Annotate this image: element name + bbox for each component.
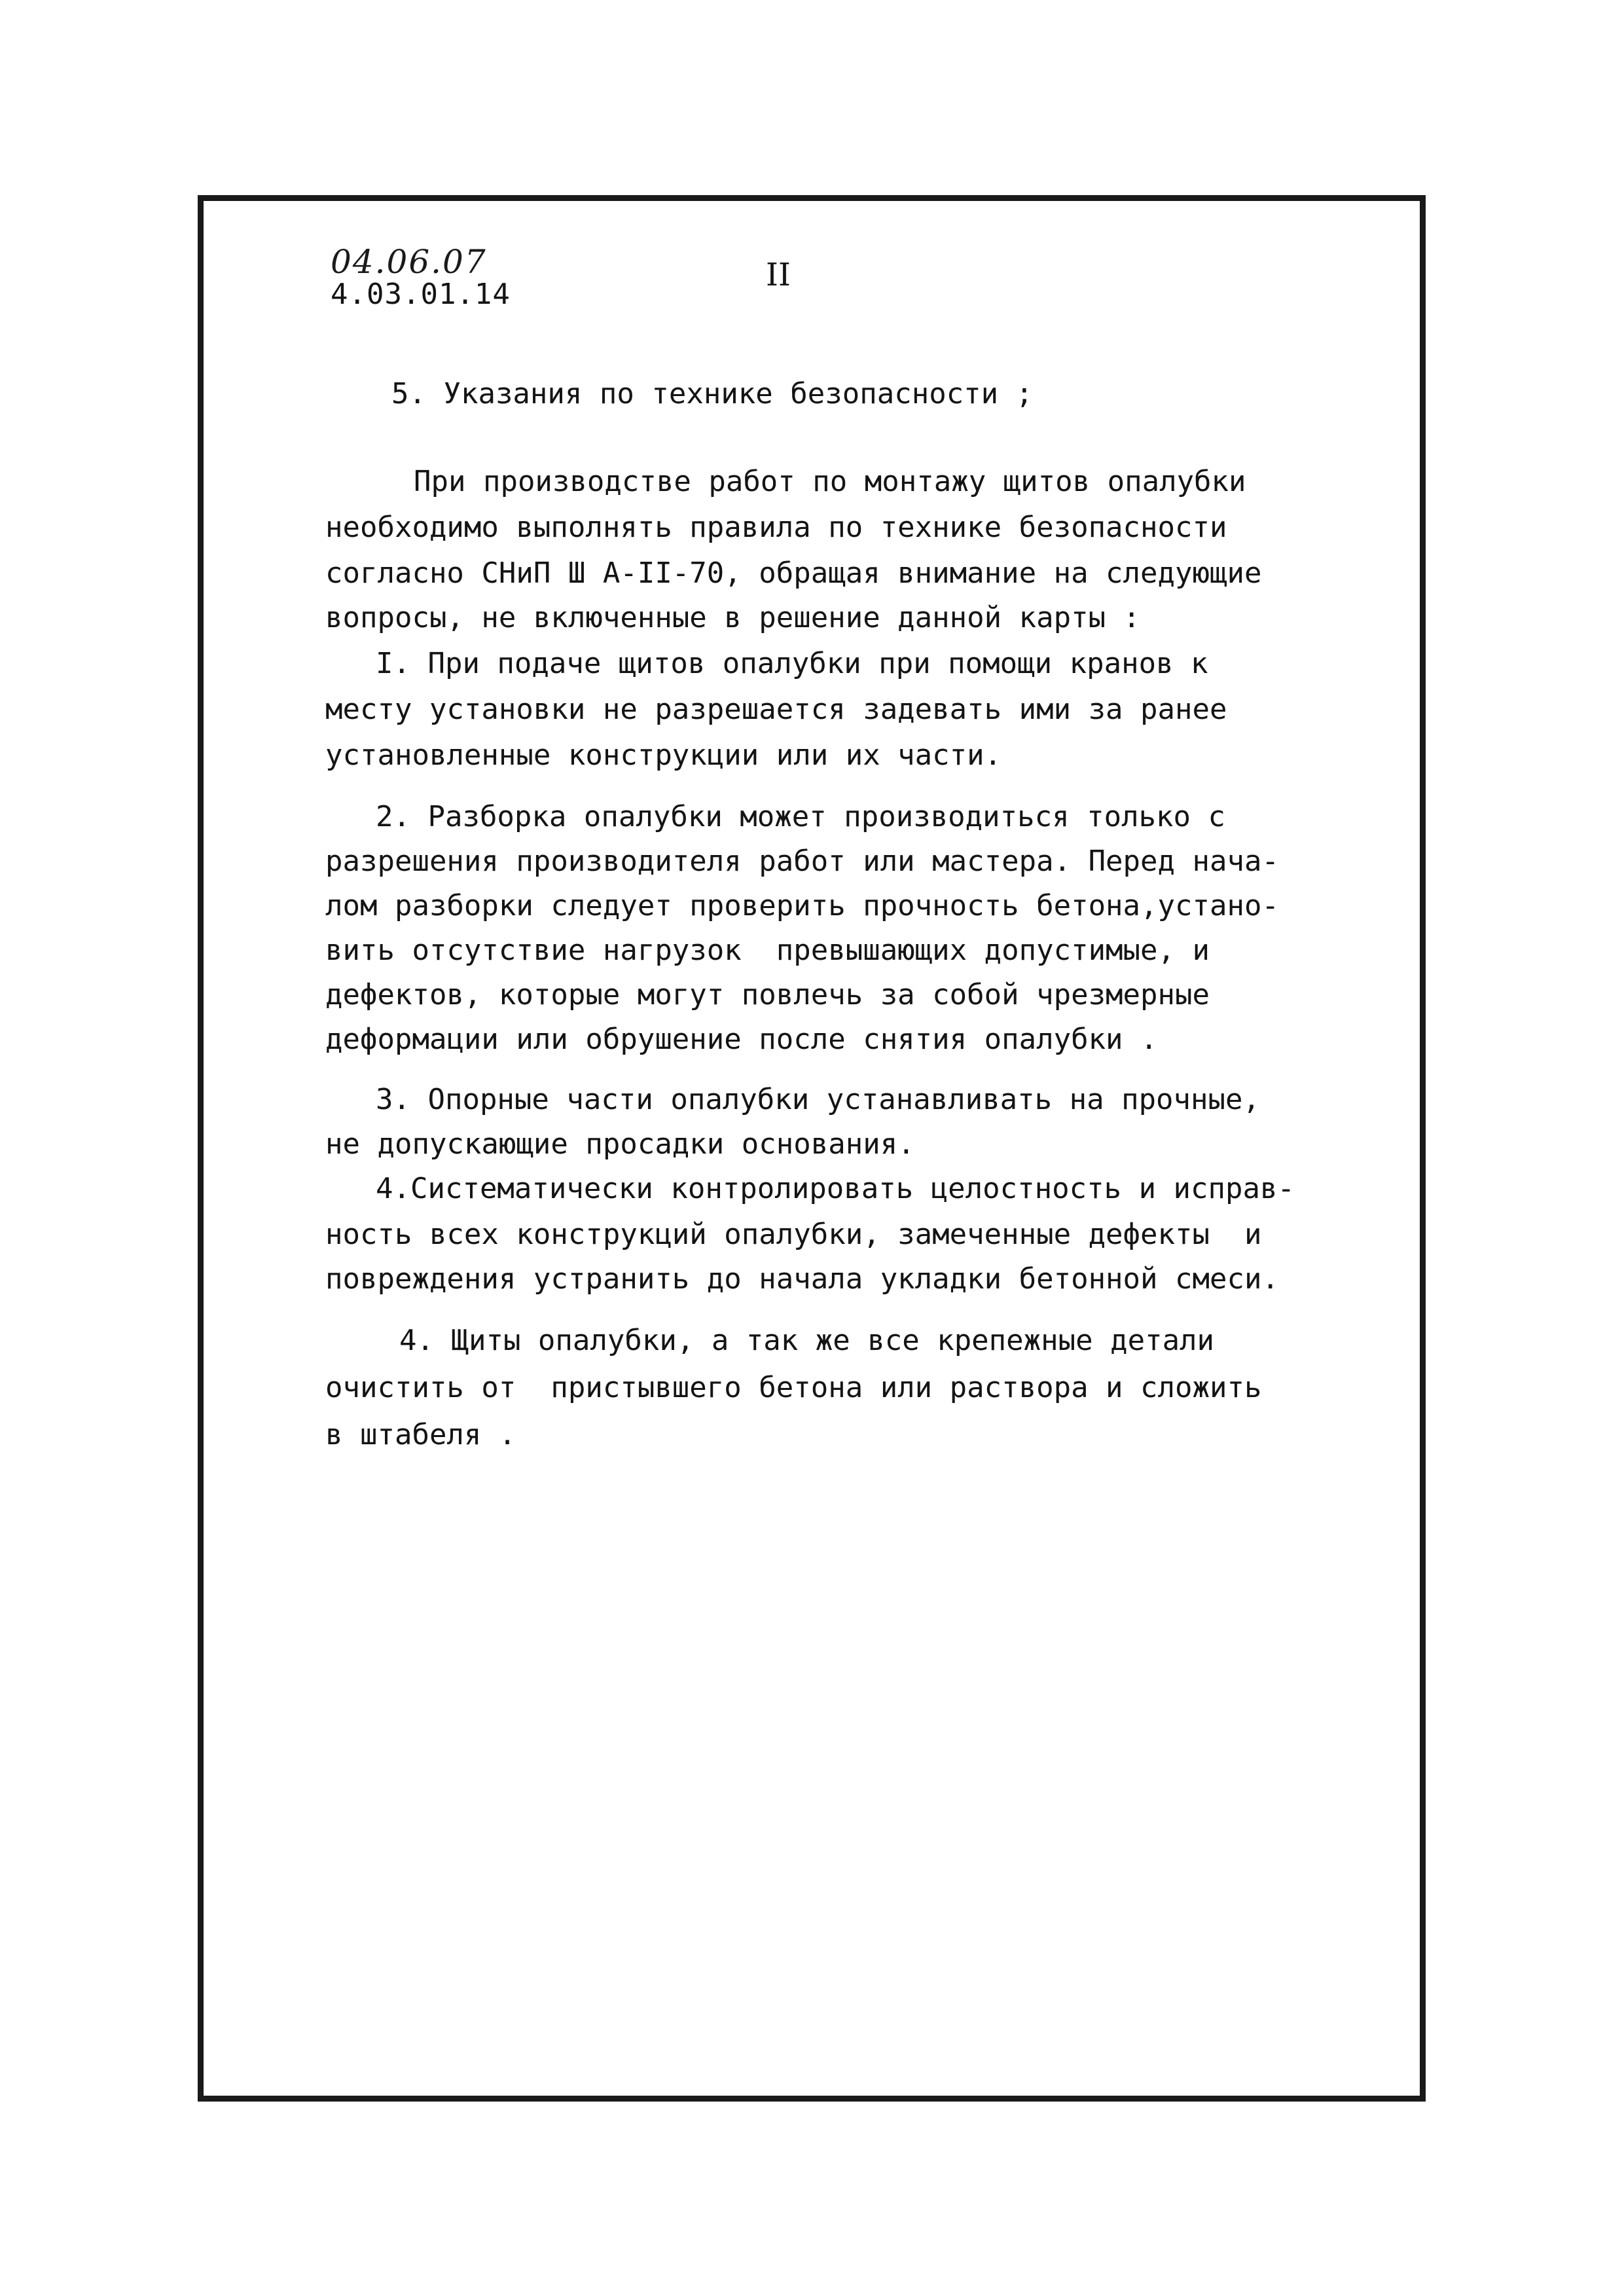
text-line: не допускающие просадки основания. [325,1127,915,1161]
document-code: 4.03.01.14 [331,278,511,311]
text-line: установленные конструкции или их части. [325,738,1002,772]
text-line: вопросы, не включенные в решение данной карты : [325,601,1141,634]
text-line: вить отсутствие нагрузок превышающих допустимые, и [325,934,1210,967]
text-line: в штабеля . [325,1418,516,1451]
text-line: дефектов, которые могут повлечь за собой чрезмерные [325,978,1210,1011]
text-line: лом разборки следует проверить прочность бетона,устано- [325,889,1279,922]
text-line: При производстве работ по монтажу щитов опалубки [414,465,1246,498]
text-line: разрешения производителя работ или мастера. Перед нача- [325,845,1279,878]
text-line: I. При подаче щитов опалубки при помощи кранов к [376,647,1208,680]
text-line: деформации или обрушение после снятия опалубки . [325,1023,1158,1056]
text-line: очистить от пристывшего бетона или раствора и сложить [325,1371,1262,1404]
document-header [331,243,1312,318]
text-line: ность всех конструкций опалубки, замеченные дефекты и [325,1218,1262,1251]
text-line: 4. Щиты опалубки, а так же все крепежные детали [399,1324,1215,1357]
section-heading: 5. Указания по технике безопасности ; [391,377,1034,410]
text-line: 3. Опорные части опалубки устанавливать на прочные, [376,1083,1261,1116]
text-line: согласно СНиП Ш А-II-70, обращая внимание на следующие [325,556,1262,590]
handwritten-code: 04.06.07 [331,243,487,281]
text-line: необходимо выполнять правила по технике безопасности [325,511,1227,544]
text-line: месту установки не разрешается задевать ими за ранее [325,693,1227,726]
page-number: II [766,257,791,293]
text-line: 4.Систематически контролировать целостность и исправ- [376,1172,1295,1205]
text-line: 2. Разборка опалубки может производиться только с [376,800,1226,833]
text-line: повреждения устранить до начала укладки бетонной смеси. [325,1262,1279,1296]
